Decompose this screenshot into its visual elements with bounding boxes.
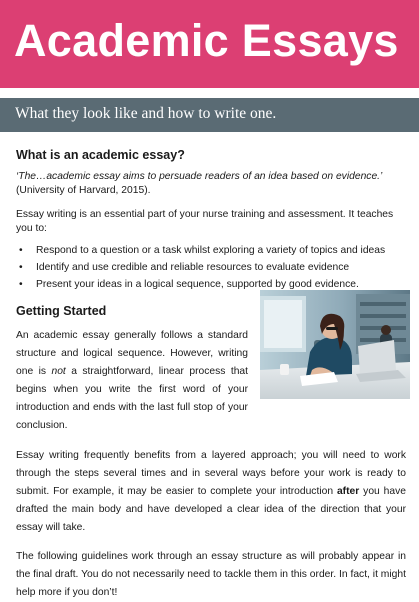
title-banner — [0, 0, 419, 88]
skills-list — [16, 242, 406, 293]
quote-citation: (University of Harvard, 2015). — [16, 185, 151, 197]
getting-started-paragraph: An academic essay generally follows a standard structure and logical sequence. However, writing one is not a straightforward, linear process that begins when you write the first word of your introduction and ends with the last full stop of your conclusion. — [16, 330, 249, 432]
page-subtitle: What they look like and how to write one. — [15, 105, 277, 122]
subtitle-bar — [0, 98, 419, 132]
section-heading-getting-started: Getting Started — [16, 304, 107, 319]
definition-quote — [16, 170, 406, 199]
page-title: Academic Essays — [14, 15, 399, 66]
quote-text: ‘The…academic essay aims to persuade readers of an idea based on evidence.’ — [16, 171, 383, 182]
section-heading-what-is: What is an academic essay? — [16, 148, 185, 162]
student-writing-in-library-photo — [260, 290, 410, 399]
emphasis-after: after — [336, 486, 360, 498]
emphasis-not: not — [51, 366, 66, 378]
list-item: • Present your ideas in a logical sequence, supported by good evidence. — [19, 279, 359, 291]
intro-paragraph: Essay writing is an essential part of your nurse training and assessment. It teaches you to: — [16, 208, 394, 234]
guidelines-paragraph: The following guidelines work through an essay structure as will probably appear in the final draft. You do not necessarily need to tackle them in this order. In fact, it might help more if you don’t! — [16, 551, 406, 599]
list-item: • Identify and use credible and reliable resources to evaluate evidence — [19, 262, 350, 274]
layered-approach-paragraph: Essay writing frequently benefits from a layered approach; you will need to work through the steps several times and in several ways before your work is ready to submit. For example, it may be easier to complete your introduction after you have drafted the main body and have developed a clear idea of the direction that your essay will take. — [16, 450, 406, 534]
list-item: • Respond to a question or a task whilst exploring a variety of topics and ideas — [19, 245, 386, 257]
